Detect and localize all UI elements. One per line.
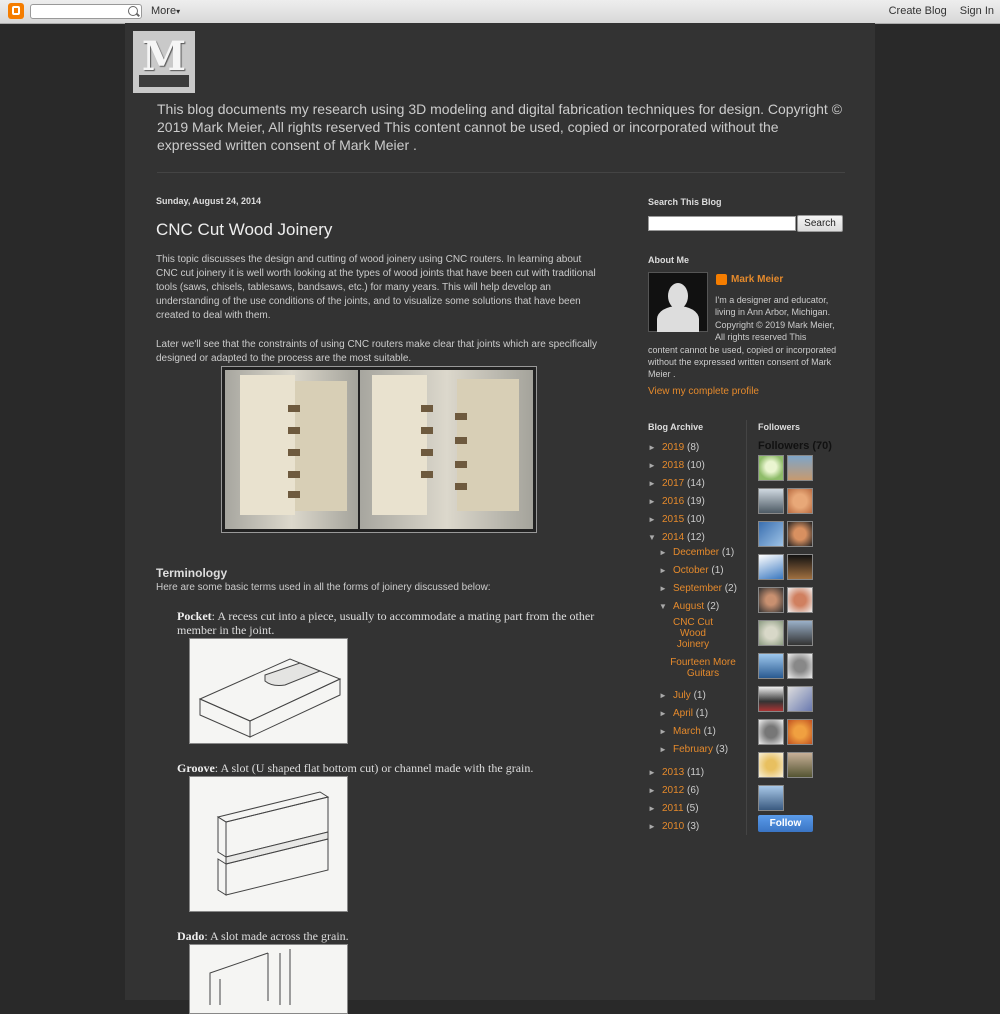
archive-month-march[interactable]: ► March (1) [659, 726, 716, 737]
more-menu[interactable]: More▾ [151, 5, 181, 17]
archive-post-link[interactable]: Fourteen More Guitars [670, 657, 736, 679]
term-definition: : A recess cut into a piece, usually to accommodate a mating part from the other member in the joint. [177, 609, 595, 637]
archive-year-2015[interactable]: ► 2015 (10) [648, 514, 705, 525]
post-title[interactable]: CNC Cut Wood Joinery [156, 220, 333, 239]
follower-avatar[interactable] [758, 587, 784, 613]
profile-description: I'm a designer and educator, living in Ann Arbor, Michigan. Copyright © 2019 Mark Meier, All rights reserved This content cannot be used, copied or incorporated without the expressed written consent of Mark Meier . [648, 295, 837, 380]
expand-arrow-icon: ► [648, 479, 656, 488]
follower-avatar[interactable] [758, 752, 784, 778]
expand-arrow-icon: ► [648, 768, 656, 777]
profile-name-link[interactable]: Mark Meier [731, 274, 784, 285]
blogger-profile-icon [716, 274, 727, 285]
blog-description: This blog documents my research using 3D modeling and digital fabrication techniques for design. Copyright © 2019 Mark Meier, All rights reserved This content cannot be used, copied or incorporated without the expressed written consent of Mark Meier . [157, 101, 843, 153]
term-pocket [177, 609, 607, 637]
term-dado [177, 929, 607, 943]
follower-avatar[interactable] [758, 785, 784, 811]
follower-avatar[interactable] [758, 653, 784, 679]
follower-avatar[interactable] [787, 620, 813, 646]
archive-month-july[interactable]: ► July (1) [659, 690, 706, 701]
follower-avatar[interactable] [758, 620, 784, 646]
follower-avatar[interactable] [787, 719, 813, 745]
term-name: Groove [177, 761, 215, 775]
archive-year-2016[interactable]: ► 2016 (19) [648, 496, 705, 507]
term-name: Dado [177, 929, 205, 943]
expand-arrow-icon: ► [648, 822, 656, 831]
expand-arrow-icon: ► [648, 461, 656, 470]
sidebar-divider [746, 420, 747, 835]
expand-arrow-icon: ► [659, 691, 667, 700]
archive-month-april[interactable]: ► April (1) [659, 708, 709, 719]
dado-illustration[interactable] [189, 944, 348, 1014]
post-paragraph-1: This topic discusses the design and cutting of wood joinery using CNC routers. In learning about CNC cut joinery it is well worth looking at the types of wood joints that have been cut with traditional tools (saws, chisels, tablesaws, bandsaws, etc.) for many years. This will help develop an understanding of the use conditions of the joints, and to visualize some solutions that have been created to deal with them. [156, 254, 596, 321]
follower-avatar[interactable] [758, 521, 784, 547]
archive-post-link[interactable]: CNC Cut Wood Joinery [672, 617, 713, 650]
search-button[interactable]: Search [797, 215, 843, 232]
archive-month-august[interactable]: ▼ August (2) [659, 601, 720, 612]
expand-arrow-icon: ► [659, 709, 667, 718]
follower-avatar[interactable] [787, 554, 813, 580]
sign-in-link[interactable]: Sign In [959, 5, 994, 17]
archive-year-2019[interactable]: ► 2019 (8) [648, 442, 700, 453]
blog-logo[interactable]: M [133, 31, 195, 93]
followers-title: Followers [758, 422, 801, 432]
archive-year-2010[interactable]: ► 2010 (3) [648, 821, 700, 832]
post-paragraph-2: Later we'll see that the constraints of using CNC routers make clear that joints which are specifically designed or adapted to the process are the most suitable. [156, 339, 597, 364]
archive-year-2012[interactable]: ► 2012 (6) [648, 785, 700, 796]
follower-avatar[interactable] [758, 686, 784, 712]
follower-avatar[interactable] [758, 719, 784, 745]
term-groove [177, 761, 607, 775]
follower-avatar[interactable] [787, 686, 813, 712]
follower-avatar[interactable] [787, 752, 813, 778]
expand-arrow-icon: ► [659, 727, 667, 736]
terminology-intro: Here are some basic terms used in all the forms of joinery discussed below: [156, 582, 491, 593]
search-icon[interactable] [128, 6, 138, 16]
term-definition: : A slot made across the grain. [204, 929, 349, 943]
term-name: Pocket [177, 609, 212, 623]
archive-year-2011[interactable]: ► 2011 (5) [648, 803, 699, 814]
archive-month-december[interactable]: ► December (1) [659, 547, 735, 558]
expand-arrow-icon: ► [648, 443, 656, 452]
pocket-illustration[interactable] [189, 638, 348, 744]
follower-avatar[interactable] [787, 521, 813, 547]
navbar-search-input[interactable] [30, 4, 142, 19]
post-date: Sunday, August 24, 2014 [156, 196, 262, 206]
archive-month-february[interactable]: ► February (3) [659, 744, 729, 755]
archive-year-2013[interactable]: ► 2013 (11) [648, 767, 705, 778]
expand-arrow-icon: ► [648, 804, 656, 813]
expand-arrow-icon: ► [659, 548, 667, 557]
follower-avatar[interactable] [787, 488, 813, 514]
archive-month-september[interactable]: ► September (2) [659, 583, 737, 594]
blogger-logo-icon[interactable] [8, 3, 24, 19]
expand-arrow-icon: ► [648, 497, 656, 506]
joinery-photo[interactable] [221, 366, 537, 533]
expand-arrow-icon: ► [659, 566, 667, 575]
groove-illustration[interactable] [189, 776, 348, 912]
expand-arrow-icon: ► [648, 515, 656, 524]
view-profile-link[interactable]: View my complete profile [648, 386, 759, 397]
followers-count[interactable]: Followers (70) [758, 440, 832, 452]
archive-year-2017[interactable]: ► 2017 (14) [648, 478, 705, 489]
archive-year-2018[interactable]: ► 2018 (10) [648, 460, 705, 471]
follower-avatar[interactable] [787, 455, 813, 481]
follower-avatar[interactable] [758, 554, 784, 580]
follower-avatar[interactable] [787, 587, 813, 613]
expand-arrow-icon: ► [659, 745, 667, 754]
search-widget-title: Search This Blog [648, 197, 722, 207]
terminology-heading: Terminology [156, 566, 228, 580]
create-blog-link[interactable]: Create Blog [888, 5, 947, 17]
follower-avatar[interactable] [758, 455, 784, 481]
blogger-navbar [0, 0, 1000, 24]
archive-month-october[interactable]: ► October (1) [659, 565, 724, 576]
archive-year-2014[interactable]: ▼ 2014 (12) [648, 532, 705, 543]
follower-avatar[interactable] [787, 653, 813, 679]
expand-arrow-icon: ► [648, 786, 656, 795]
blog-archive-title: Blog Archive [648, 422, 704, 432]
header-divider [157, 172, 845, 173]
chevron-down-icon: ▾ [176, 7, 181, 16]
follow-button[interactable]: Follow [758, 815, 813, 832]
expand-arrow-icon: ► [659, 584, 667, 593]
blog-search-input[interactable] [648, 216, 796, 231]
collapse-arrow-icon: ▼ [659, 602, 667, 611]
follower-avatar[interactable] [758, 488, 784, 514]
collapse-arrow-icon: ▼ [648, 533, 656, 542]
about-me-title: About Me [648, 255, 689, 265]
term-definition: : A slot (U shaped flat bottom cut) or channel made with the grain. [214, 761, 534, 775]
